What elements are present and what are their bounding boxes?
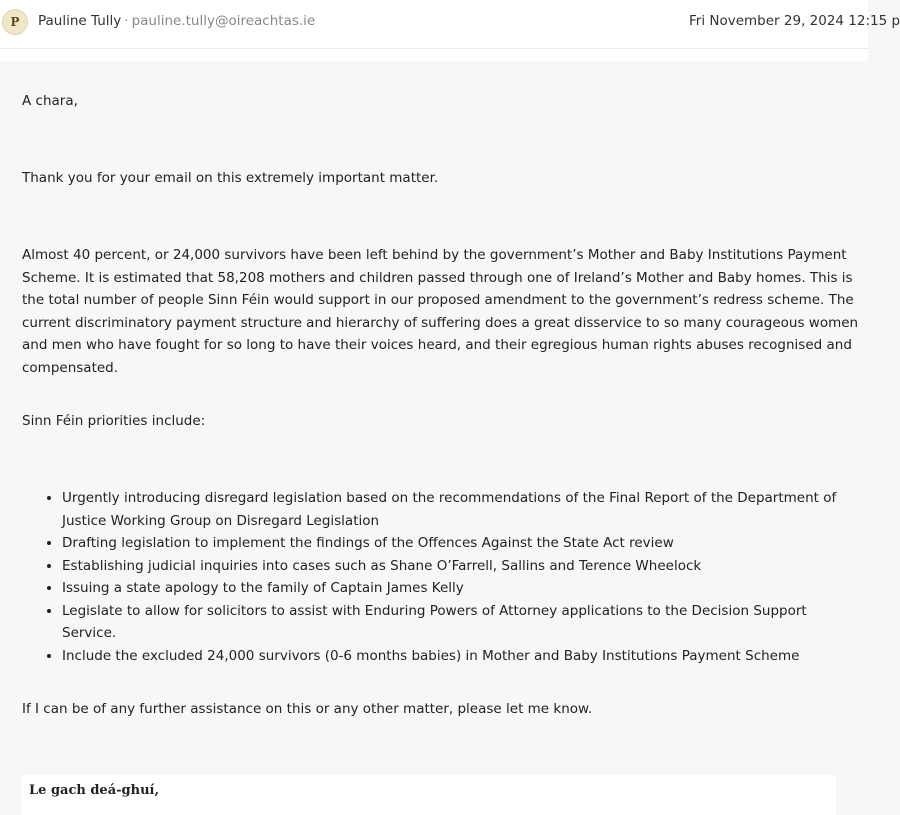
priorities-list [22,487,862,667]
list-item: • Establishing judicial inquiries into cases such as Shane O’Farrell, Sallins and Terence Wheelock [62,555,862,578]
greeting: A chara, [22,93,78,109]
closing-paragraph: If I can be of any further assistance on this or any other matter, please let me know. [22,701,593,717]
header-divider [0,49,868,61]
signoff: Le gach deá-ghuí, [29,783,159,798]
sender-name[interactable]: Pauline Tully [38,13,122,29]
list-item: • Urgently introducing disregard legislation based on the recommendations of the Final Report of the Department of Justice Working Group on Disregard Legislation [62,487,862,532]
main-paragraph: Almost 40 percent, or 24,000 survivors have been left behind by the government’s Mother and Baby Institutions Payment Scheme. It is estimated that 58,208 mothers and children passed through one of Ireland’s Mother and Baby homes. This is the total number of people Sinn Féin would support in our proposed amendment to the government’s redress scheme. The current discriminatory payment structure and hierarchy of suffering does a great disservice to so many courageous women and men who have fought for so long to have their voices heard, and their egregious human rights abuses recognised and compensated. [22,247,859,376]
list-item: • Include the excluded 24,000 survivors (0-6 months babies) in Mother and Baby Institutions Payment Scheme [62,645,862,668]
signature-block [22,775,836,815]
sender-separator: · [124,13,129,29]
email-header [0,0,900,49]
sender-avatar[interactable]: P [2,9,28,35]
sender-info [38,13,315,29]
thanks-paragraph: Thank you for your email on this extremely important matter. [22,170,439,186]
priorities-intro: Sinn Féin priorities include: [22,413,206,429]
list-item: • Legislate to allow for solicitors to assist with Enduring Powers of Attorney applications to the Decision Support Service. [62,600,862,645]
email-date: Fri November 29, 2024 12:15 p [689,13,900,29]
sender-email[interactable]: pauline.tully@oireachtas.ie [131,13,316,29]
list-item: • Drafting legislation to implement the findings of the Offences Against the State Act review [62,532,862,555]
list-item: • Issuing a state apology to the family of Captain James Kelly [62,577,862,600]
